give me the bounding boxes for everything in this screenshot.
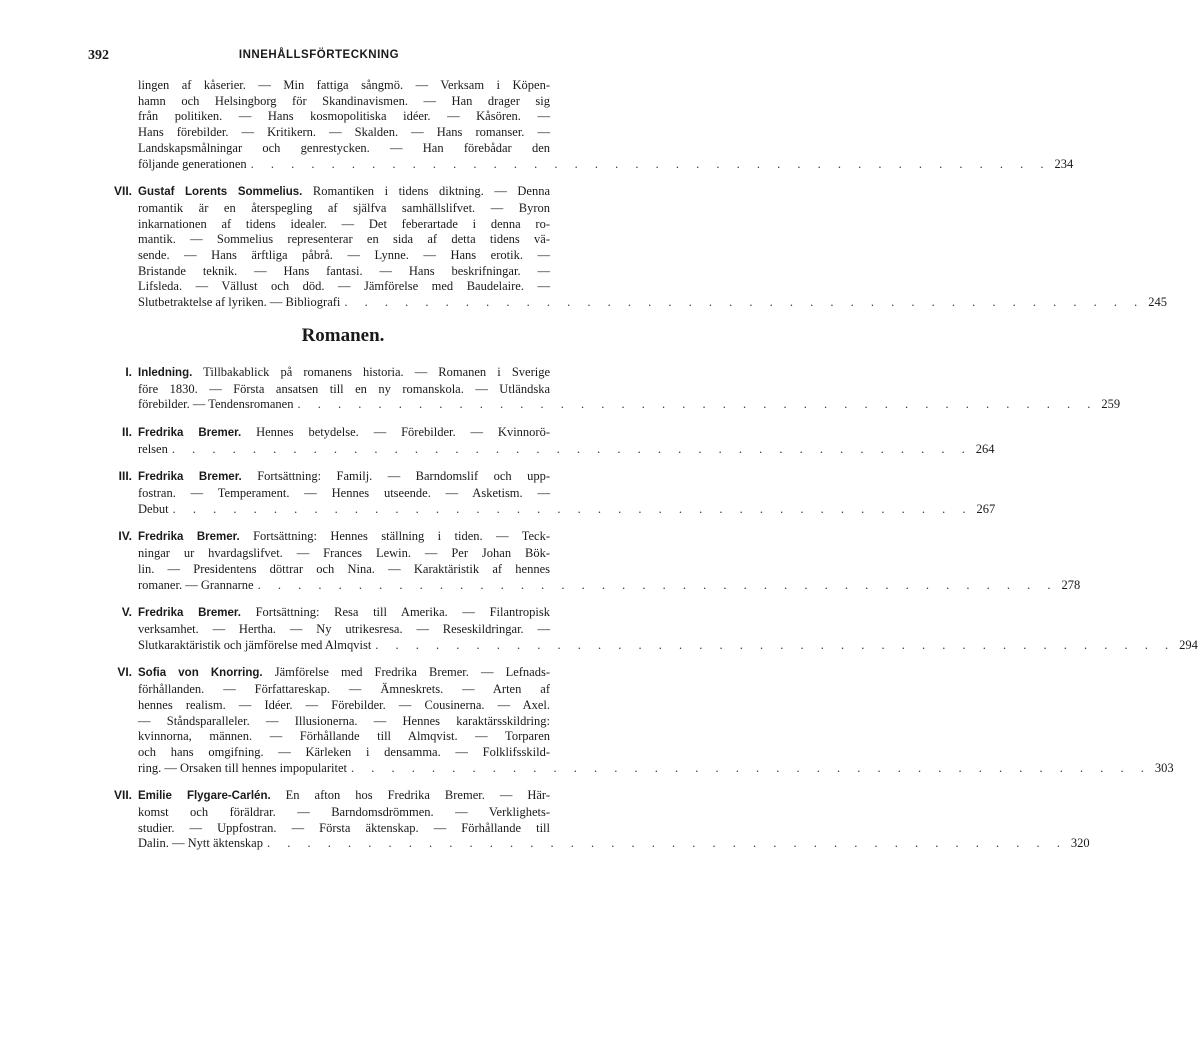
entry-first-line [138, 788, 550, 805]
chapter-numeral: VII. [113, 788, 132, 803]
entry-text: Debut [138, 501, 169, 516]
entry-line: Bristande teknik. — Hans fantasi. — Hans beskrifningar. — [138, 263, 550, 278]
chapter-numeral: III. [118, 469, 132, 484]
section-title: Romanen. [301, 324, 385, 346]
entry-line: före 1830. — Första ansatsen till en ny romanskola. — Utländska [138, 381, 550, 396]
toc-entry [88, 364, 1121, 413]
entry-line: från politiken. — Hans kosmopolitiska idéer. — Kåsören. — [138, 109, 550, 124]
page-reference: 278 [1061, 577, 1081, 592]
author-name: Fredrika Bremer. [138, 607, 241, 620]
entry-text: Slutkaraktäristik och jämförelse med Almqvist [138, 637, 372, 652]
toc-entries [88, 364, 1198, 852]
entry-last-line [138, 577, 1081, 594]
entry-last-line [138, 501, 996, 518]
entry-text: Jämförelse med Fredrika Bremer. — Lefnads- [274, 665, 550, 680]
toc-entry [88, 469, 996, 517]
entry-line: — Ståndsparalleler. — Illusionerna. — Hennes karaktärsskildring: [138, 713, 550, 728]
entry-first-line [138, 469, 550, 486]
entry-first-line [138, 605, 550, 622]
entry-line: lin. — Presidentens döttrar och Nina. — Karaktäristik af hennes [138, 561, 550, 576]
chapter-numeral: V. [121, 605, 132, 620]
dot-leader: . . . . . . . . . . . . . . . . . . . . . . . . . . . . . . . . . . . . . . . . [344, 295, 1145, 310]
entry-last-line [138, 295, 1168, 311]
dot-leader: . . . . . . . . . . . . . . . . . . . . . . . . . . . . . . . . . . . . . . . . [297, 397, 1098, 412]
dot-leader: . . . . . . . . . . . . . . . . . . . . . . . . . . . . . . . . . . . . . . . . [257, 577, 1058, 592]
page-reference: 303 [1154, 760, 1174, 775]
page-reference: 259 [1101, 397, 1121, 412]
entry-text: relsen [138, 441, 168, 456]
page-reference: 294 [1179, 637, 1198, 652]
toc-entry [88, 184, 1168, 311]
entry-line: ningar ur hvardagslifvet. — Frances Lewin. — Per Johan Bök- [138, 546, 550, 561]
entry-line: inkarnationen af tidens idealer. — Det feberartade i denna ro- [138, 216, 550, 231]
page-reference: 264 [975, 441, 995, 456]
entry-line: mantik. — Sommelius representerar en sida af detta tidens vä- [138, 232, 550, 247]
chapter-numeral: VII. [113, 184, 132, 199]
author-name: Fredrika Bremer. [138, 471, 242, 484]
entry-text: ring. — Orsaken till hennes impopularitet [138, 760, 347, 775]
entry-line: förhållanden. — Författareskap. — Ämneskrets. — Arten af [138, 682, 550, 697]
entry-text: romaner. — Grannarne [138, 577, 254, 592]
entry-last-line [138, 441, 995, 458]
page-reference: 320 [1070, 836, 1090, 851]
entry-text: Dalin. — Nytt äktenskap [138, 836, 263, 851]
running-title: INNEHÅLLSFÖRTECKNING [238, 49, 400, 61]
page-reference: 234 [1054, 156, 1074, 171]
page-number: 392 [88, 48, 109, 63]
chapter-numeral: I. [125, 364, 132, 379]
toc-entry [88, 788, 1090, 852]
entry-last-line [138, 760, 1174, 777]
toc-entry [88, 424, 995, 457]
entry-line: fostran. — Temperament. — Hennes utseende. — Asketism. — [138, 486, 550, 501]
entry-line: kvinnorna, männen. — Förhållande till Almqvist. — Torparen [138, 729, 550, 744]
entry-text: Hennes betydelse. — Förebilder. — Kvinnorö- [256, 424, 550, 439]
toc-entry [88, 529, 1081, 593]
entry-text: förebilder. — Tendensromanen [138, 397, 294, 412]
entry-text: Fortsättning: Hennes ställning i tiden. — Teck- [253, 529, 550, 544]
entry-line: Landskapsmålningar och genrestycken. — Han förebådar den [138, 140, 550, 155]
author-name: Sofia von Knorring. [138, 667, 263, 680]
author-name: Inledning. [138, 366, 193, 379]
entry-line: hamn och Helsingborg för Skandinavismen. — Han drager sig [138, 93, 550, 108]
toc-entry [88, 665, 1174, 776]
entry-text: Fortsättning: Familj. — Barndomslif och upp- [257, 469, 550, 484]
page-reference: 267 [976, 501, 996, 516]
dot-leader: . . . . . . . . . . . . . . . . . . . . . . . . . . . . . . . . . . . . . . . . [266, 836, 1067, 851]
entry-text: följande generationen [138, 156, 247, 171]
author-name: Gustaf Lorents Sommelius. [138, 186, 303, 199]
dot-leader: . . . . . . . . . . . . . . . . . . . . . . . . . . . . . . . . . . . . . . . . [172, 501, 973, 516]
entry-first-line [138, 425, 550, 442]
entry-text: Tillbakablick på romanens historia. — Romanen i Sverige [203, 364, 550, 379]
entry-last-line [138, 397, 1121, 413]
toc-body [88, 78, 1198, 864]
entry-last-line [138, 637, 1198, 654]
entry-text: Slutbetraktelse af lyriken. — Bibliografi [138, 295, 341, 310]
author-name: Fredrika Bremer. [138, 531, 240, 544]
entry-line: lingen af kåserier. — Min fattiga sångmö. — Verksam i Köpen- [138, 78, 550, 92]
author-name: Fredrika Bremer. [138, 426, 242, 439]
entry-first-line [138, 365, 550, 382]
chapter-numeral: VI. [117, 665, 132, 680]
author-name: Emilie Flygare-Carlén. [138, 790, 271, 803]
entry-text: Romantiken i tidens diktning. — Denna [312, 184, 550, 199]
entry-line: Hans förebilder. — Kritikern. — Skalden. — Hans romanser. — [138, 125, 550, 140]
entry-line: Lifsleda. — Vällust och död. — Jämförelse med Baudelaire. — [138, 279, 550, 294]
entry-line: romantik är en återspegling af själfva samhällslifvet. — Byron [138, 200, 550, 215]
entry-line: verksamhet. — Hertha. — Ny utrikesresa. — Reseskildringar. — [138, 621, 550, 636]
entry-line: studier. — Uppfostran. — Första äktenskap. — Förhållande till [138, 820, 550, 835]
entry-last-line [138, 836, 1090, 852]
entry-text: Fortsättning: Resa till Amerika. — Filantropisk [255, 605, 550, 620]
entry-first-line [138, 665, 550, 682]
dot-leader: . . . . . . . . . . . . . . . . . . . . . . . . . . . . . . . . . . . . . . . . [171, 441, 972, 456]
entry-line: komst och föräldrar. — Barndomsdrömmen. — Verklighets- [138, 805, 550, 820]
entry-line: hennes realism. — Idéer. — Förebilder. — Cousinerna. — Axel. [138, 697, 550, 712]
entry-text: En afton hos Fredrika Bremer. — Här- [285, 788, 550, 803]
entry-last-line [138, 156, 1074, 173]
entry-first-line [138, 529, 550, 546]
entry-line: och hans omgifning. — Kärleken i densamma. — Folklifsskild- [138, 744, 550, 759]
entry-first-line [138, 184, 550, 201]
page-header [88, 48, 550, 68]
chapter-numeral: II. [121, 424, 132, 439]
chapter-numeral: IV. [118, 529, 132, 544]
toc-entry [88, 605, 1198, 653]
toc-entry-continuation [88, 78, 1074, 172]
dot-leader: . . . . . . . . . . . . . . . . . . . . . . . . . . . . . . . . . . . . . . . . [375, 637, 1176, 652]
dot-leader: . . . . . . . . . . . . . . . . . . . . . . . . . . . . . . . . . . . . . . . . [350, 760, 1151, 775]
page-reference: 245 [1148, 295, 1168, 310]
entry-line: sende. — Hans ärftliga påbrå. — Lynne. — Hans erotik. — [138, 248, 550, 263]
dot-leader: . . . . . . . . . . . . . . . . . . . . . . . . . . . . . . . . . . . . . . . . [250, 156, 1051, 171]
